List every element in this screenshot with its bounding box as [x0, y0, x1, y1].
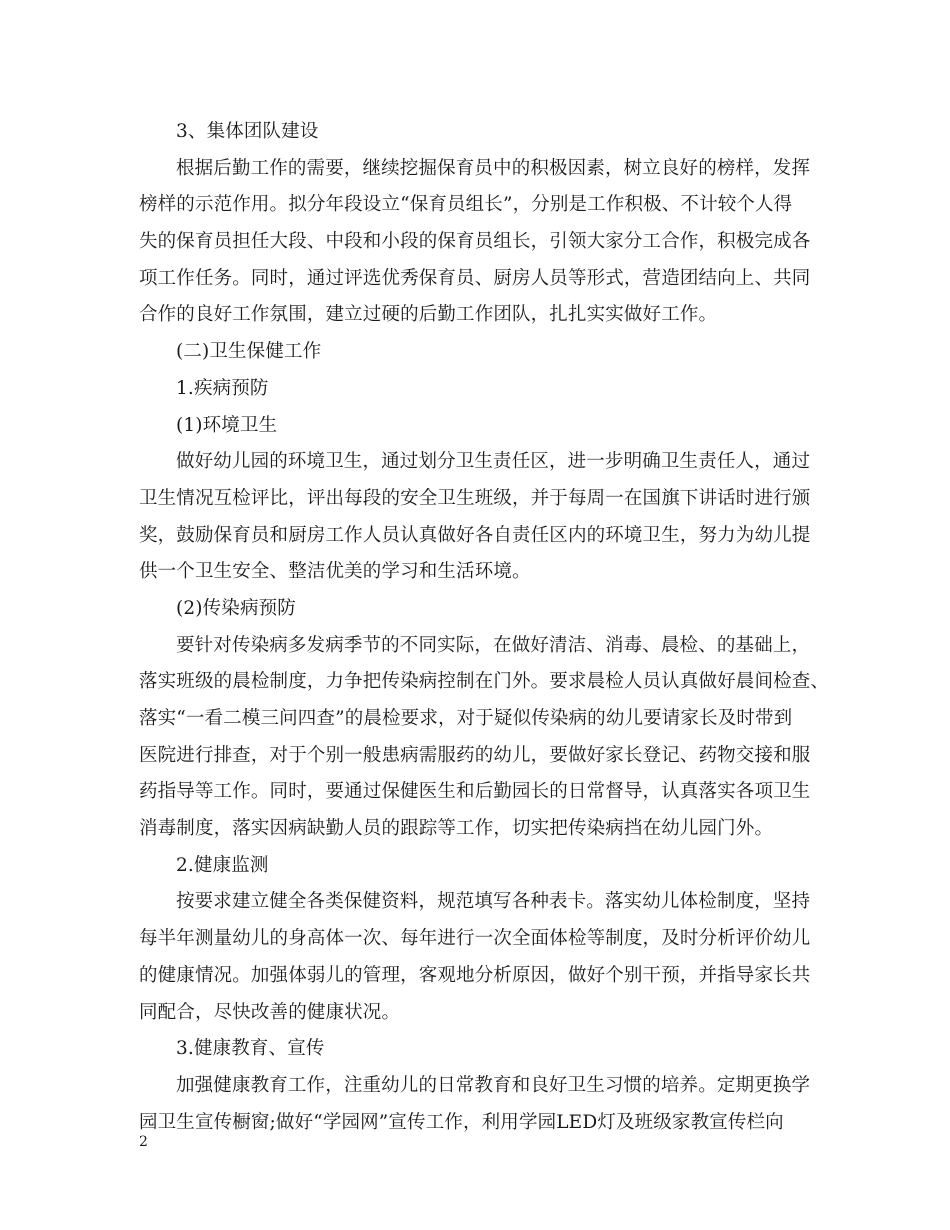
page-number: 2 [139, 1134, 148, 1150]
subsection-heading: 3.健康教育、宣传 [176, 1038, 325, 1060]
paragraph-line: 根据后勤工作的需要，继续挖掘保育员中的积极因素，树立良好的榜样，发挥 [176, 157, 811, 179]
paragraph-line: 合作的良好工作氛围，建立过硬的后勤工作团队，扎扎实实做好工作。 [139, 304, 718, 326]
paragraph-line: 要针对传染病多发病季节的不同实际，在做好清洁、消毒、晨检、的基础上， [176, 634, 811, 656]
subsection-heading: (1)环境卫生 [176, 414, 278, 436]
subsection-heading: 1.疾病预防 [176, 377, 269, 399]
paragraph-line: 消毒制度，落实因病缺勤人员的跟踪等工作，切实把传染病挡在幼儿园门外。 [139, 818, 774, 840]
paragraph-line: 奖，鼓励保育员和厨房工作人员认真做好各自责任区内的环境卫生，努力为幼儿提 [139, 524, 811, 546]
paragraph-line: 同配合，尽快改善的健康状况。 [139, 1001, 401, 1023]
document-body [139, 114, 830, 1141]
paragraph-line: 加强健康教育工作，注重幼儿的日常教育和良好卫生习惯的培养。定期更换学 [176, 1074, 811, 1096]
paragraph-line: 医院进行排查，对于个别一般患病需服药的幼儿，要做好家长登记、药物交接和服 [139, 744, 811, 766]
paragraph-line: 供一个卫生安全、整洁优美的学习和生活环境。 [139, 561, 531, 583]
paragraph-line: 药指导等工作。同时，要通过保健医生和后勤园长的日常督导，认真落实各项卫生 [139, 781, 811, 803]
paragraph-line: 做好幼儿园的环境卫生，通过划分卫生责任区，进一步明确卫生责任人，通过 [176, 451, 811, 473]
subsection-heading: 2.健康监测 [176, 854, 269, 876]
paragraph-line: 每半年测量幼儿的身高体一次、每年进行一次全面体检等制度，及时分析评价幼儿 [139, 928, 811, 950]
paragraph-line: 落实“一看二模三问四查”的晨检要求，对于疑似传染病的幼儿要请家长及时带到 [139, 708, 793, 729]
paragraph-line: 落实班级的晨检制度，力争把传染病控制在门外。要求晨检人员认真做好晨间检查、 [139, 671, 830, 693]
paragraph-line: 卫生情况互检评比，评出每段的安全卫生班级，并于每周一在国旗下讲话时进行颁 [139, 487, 811, 509]
paragraph-line: 按要求建立健全各类保健资料，规范填写各种表卡。落实幼儿体检制度，坚持 [176, 891, 811, 913]
paragraph-line: 的健康情况。加强体弱儿的管理，客观地分析原因，做好个别干预，并指导家长共 [139, 964, 811, 986]
section-heading: 3、集体团队建设 [176, 121, 319, 142]
subsection-heading: (2)传染病预防 [176, 597, 296, 619]
paragraph-line: 榜样的示范作用。拟分年段设立“保育员组长”，分别是工作积极、不计较个人得 [139, 194, 793, 216]
paragraph-line: 园卫生宣传橱窗;做好“学园网”宣传工作，利用学园LED灯及班级家教宣传栏向 [139, 1111, 784, 1133]
section-heading: (二)卫生保健工作 [176, 341, 322, 363]
paragraph-line: 失的保育员担任大段、中段和小段的保育员组长，引领大家分工合作，积极完成各 [139, 231, 811, 253]
paragraph-line: 项工作任务。同时，通过评选优秀保育员、厨房人员等形式，营造团结向上、共同 [139, 267, 811, 289]
